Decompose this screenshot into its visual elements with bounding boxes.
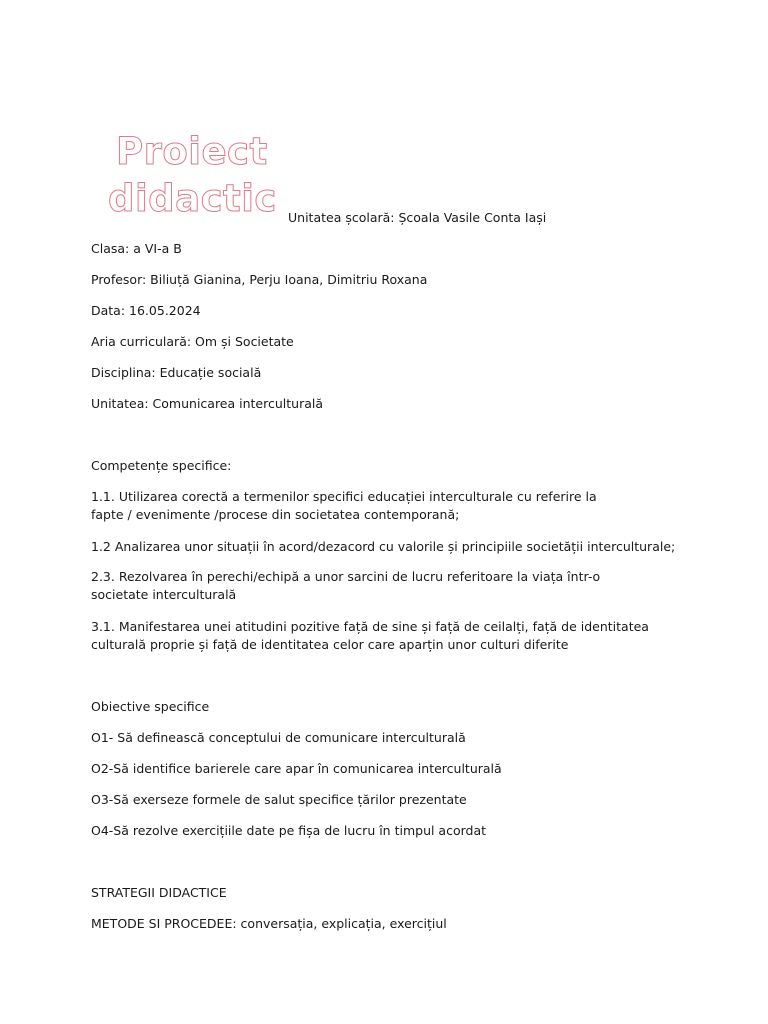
objectives-heading: Obiective specifice (91, 699, 210, 714)
school-name: Unitatea școlară: Școala Vasile Conta Iași (288, 210, 547, 225)
teacher-info: Profesor: Biliuță Gianina, Perju Ioana, Dimitriu Roxana (91, 272, 428, 287)
curricular-area: Aria curriculară: Om și Societate (91, 334, 294, 349)
objective-item: O4-Să rezolve exercițiile date pe fișa de lucru în timpul acordat (91, 823, 487, 838)
objective-item: O2-Să identifice barierele care apar în comunicarea interculturală (91, 761, 502, 776)
competence-item: 1.1. Utilizarea corectă a termenilor specifici educației interculturale cu referire la fapte / evenimente /procese din societatea contemporană; (91, 489, 597, 522)
competence-item: 1.2 Analizarea unor situații în acord/dezacord cu valorile și principiile societății interculturale; (91, 539, 676, 554)
discipline: Disciplina: Educație socială (91, 365, 262, 380)
competence-item: 2.3. Rezolvarea în perechi/echipă a unor sarcini de lucru referitoare la viața într-o societate interculturală (91, 569, 601, 602)
title-line-1: Proiect (116, 130, 268, 173)
objective-item: O3-Să exerseze formele de salut specifice țărilor prezentate (91, 792, 467, 807)
unit: Unitatea: Comunicarea interculturală (91, 396, 324, 411)
objective-item: O1- Să definească conceptului de comunicare interculturală (91, 730, 466, 745)
date-info: Data: 16.05.2024 (91, 303, 201, 318)
document-title (108, 128, 277, 222)
competences-heading: Competențe specifice: (91, 458, 232, 473)
methods-info: METODE SI PROCEDEE: conversația, explicația, exercițiul (91, 916, 447, 931)
competence-item: 3.1. Manifestarea unei atitudini pozitive față de sine și față de ceilalți, față de identitatea culturală proprie și față de identitatea celor care aparțin unor culturi diferite (91, 619, 649, 652)
class-info: Clasa: a VI-a B (91, 241, 182, 256)
title-line-2: didactic (108, 177, 277, 220)
strategies-heading: STRATEGII DIDACTICE (91, 885, 227, 900)
